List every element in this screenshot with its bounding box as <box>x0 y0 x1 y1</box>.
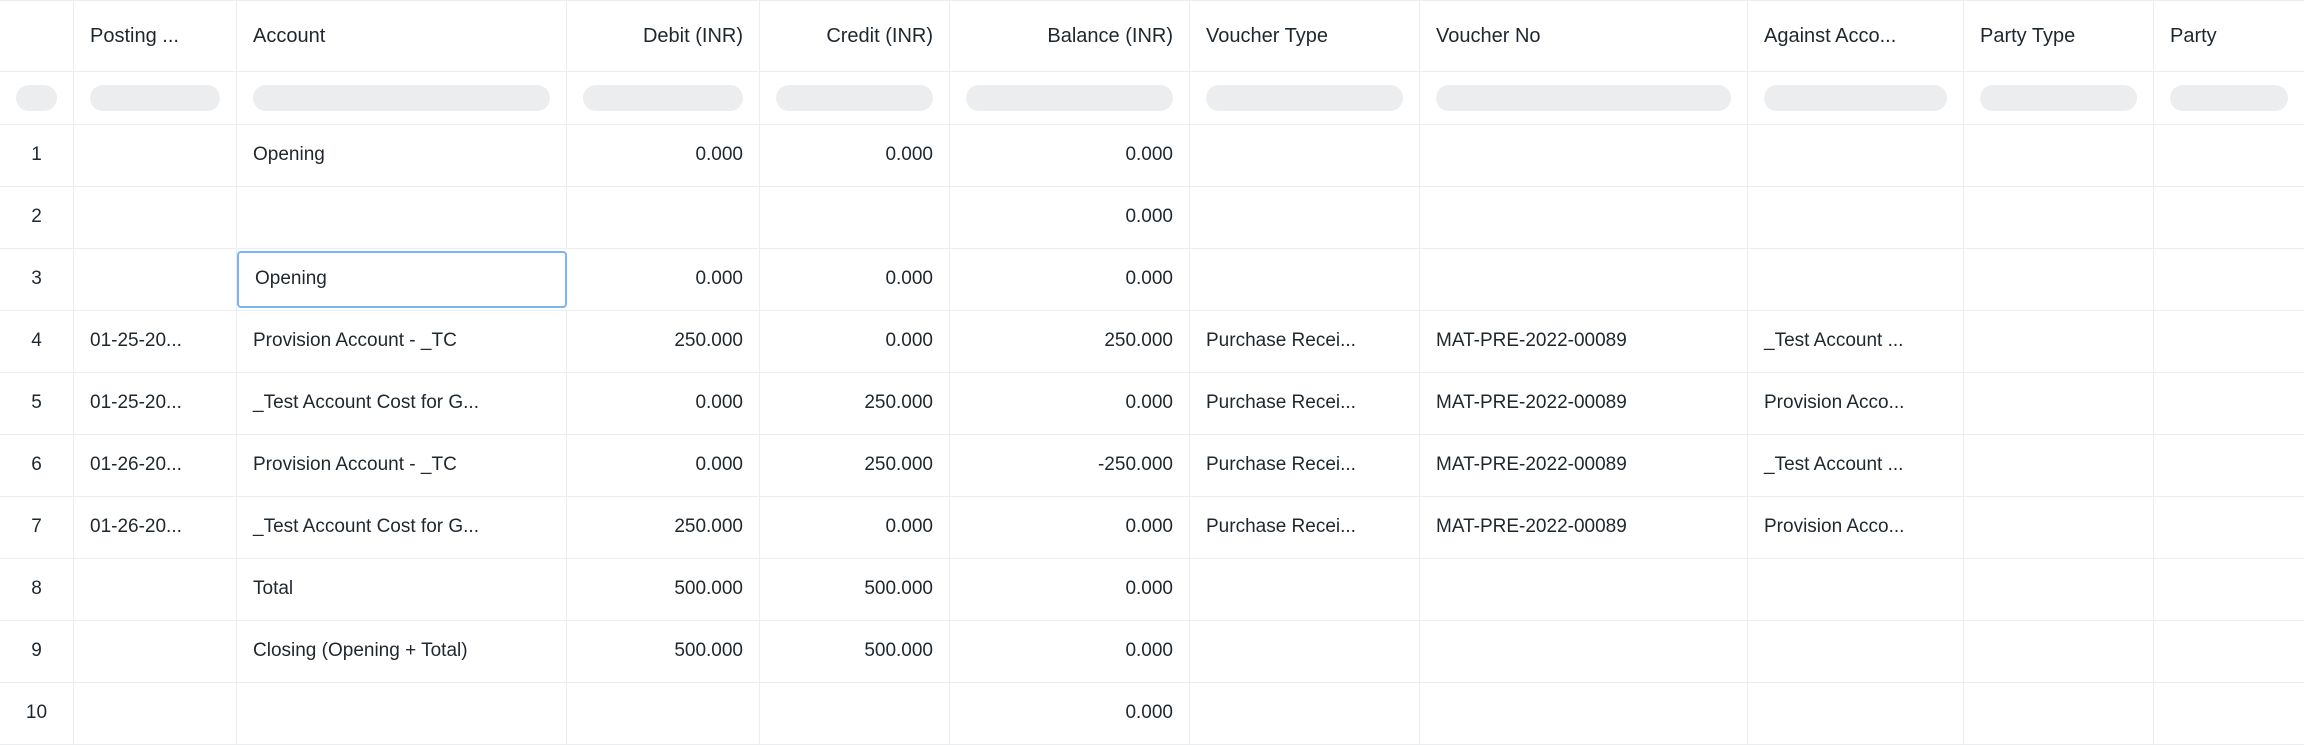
filter-cell-posting-date <box>74 72 237 124</box>
cell-credit[interactable] <box>760 187 950 248</box>
cell-party[interactable] <box>2154 559 2304 620</box>
cell-against-account[interactable]: _Test Account ... <box>1748 311 1964 372</box>
column-header-posting-date[interactable]: Posting ... <box>74 1 237 71</box>
column-header-voucher-type[interactable]: Voucher Type <box>1190 1 1420 71</box>
cell-against-account[interactable] <box>1748 621 1964 682</box>
row-index: 2 <box>0 187 74 248</box>
column-header-party-type[interactable]: Party Type <box>1964 1 2154 71</box>
cell-posting-date[interactable] <box>74 249 237 310</box>
cell-voucher-no[interactable]: MAT-PRE-2022-00089 <box>1420 311 1748 372</box>
row-index: 8 <box>0 559 74 620</box>
cell-voucher-no[interactable]: MAT-PRE-2022-00089 <box>1420 497 1748 558</box>
cell-against-account[interactable] <box>1748 125 1964 186</box>
cell-party[interactable] <box>2154 435 2304 496</box>
cell-party-type[interactable] <box>1964 497 2154 558</box>
cell-voucher-no[interactable] <box>1420 683 1748 744</box>
cell-posting-date[interactable] <box>74 187 237 248</box>
row-index: 3 <box>0 249 74 310</box>
cell-balance[interactable]: 0.000 <box>950 497 1190 558</box>
filter-cell-voucher-no <box>1420 72 1748 124</box>
table-header-row <box>0 1 2304 72</box>
cell-party[interactable] <box>2154 249 2304 310</box>
cell-credit[interactable]: 0.000 <box>760 125 950 186</box>
table-row[interactable] <box>0 559 2304 621</box>
cell-account[interactable]: Provision Account - _TC <box>237 435 567 496</box>
column-header-against-account[interactable]: Against Acco... <box>1748 1 1964 71</box>
filter-input-voucher-type[interactable] <box>1206 85 1403 111</box>
cell-voucher-no[interactable] <box>1420 249 1748 310</box>
cell-posting-date[interactable]: 01-25-20... <box>74 373 237 434</box>
cell-party[interactable] <box>2154 311 2304 372</box>
filter-input-index[interactable] <box>16 85 57 111</box>
cell-credit[interactable] <box>760 683 950 744</box>
cell-against-account[interactable] <box>1748 683 1964 744</box>
filter-cell-debit <box>567 72 760 124</box>
row-index: 4 <box>0 311 74 372</box>
cell-debit[interactable]: 500.000 <box>567 559 760 620</box>
cell-credit[interactable]: 0.000 <box>760 311 950 372</box>
cell-against-account[interactable]: _Test Account ... <box>1748 435 1964 496</box>
cell-credit[interactable]: 250.000 <box>760 435 950 496</box>
filter-input-party[interactable] <box>2170 85 2288 111</box>
filter-cell-party <box>2154 72 2304 124</box>
filter-input-balance[interactable] <box>966 85 1173 111</box>
column-header-account[interactable]: Account <box>237 1 567 71</box>
filter-cell-index <box>0 72 74 124</box>
table-row[interactable] <box>0 187 2304 249</box>
table-row[interactable] <box>0 435 2304 497</box>
cell-balance[interactable]: 0.000 <box>950 249 1190 310</box>
cell-balance[interactable]: -250.000 <box>950 435 1190 496</box>
cell-debit[interactable] <box>567 187 760 248</box>
cell-against-account[interactable]: Provision Acco... <box>1748 373 1964 434</box>
cell-balance[interactable]: 0.000 <box>950 187 1190 248</box>
cell-credit[interactable]: 250.000 <box>760 373 950 434</box>
cell-account[interactable] <box>237 187 567 248</box>
cell-account-selected[interactable]: Opening <box>237 251 567 308</box>
table-row[interactable] <box>0 373 2304 435</box>
cell-voucher-no[interactable]: MAT-PRE-2022-00089 <box>1420 435 1748 496</box>
cell-voucher-no[interactable] <box>1420 559 1748 620</box>
cell-credit[interactable]: 0.000 <box>760 497 950 558</box>
cell-posting-date[interactable] <box>74 559 237 620</box>
cell-account[interactable] <box>237 683 567 744</box>
cell-credit[interactable]: 0.000 <box>760 249 950 310</box>
cell-debit[interactable]: 500.000 <box>567 621 760 682</box>
cell-posting-date[interactable] <box>74 125 237 186</box>
cell-against-account[interactable]: Provision Acco... <box>1748 497 1964 558</box>
cell-party[interactable] <box>2154 373 2304 434</box>
filter-input-voucher-no[interactable] <box>1436 85 1731 111</box>
cell-party[interactable] <box>2154 187 2304 248</box>
cell-posting-date[interactable]: 01-26-20... <box>74 435 237 496</box>
cell-party[interactable] <box>2154 497 2304 558</box>
cell-voucher-no[interactable] <box>1420 187 1748 248</box>
filter-cell-balance <box>950 72 1190 124</box>
cell-voucher-type[interactable]: Purchase Recei... <box>1190 497 1420 558</box>
column-header-index[interactable] <box>0 1 74 71</box>
cell-credit[interactable]: 500.000 <box>760 559 950 620</box>
table-row[interactable] <box>0 497 2304 559</box>
cell-debit[interactable]: 0.000 <box>567 249 760 310</box>
cell-voucher-type[interactable] <box>1190 187 1420 248</box>
cell-account[interactable]: Provision Account - _TC <box>237 311 567 372</box>
cell-party-type[interactable] <box>1964 249 2154 310</box>
cell-account[interactable]: Closing (Opening + Total) <box>237 621 567 682</box>
cell-party-type[interactable] <box>1964 621 2154 682</box>
filter-cell-credit <box>760 72 950 124</box>
row-index: 10 <box>0 683 74 744</box>
cell-posting-date[interactable] <box>74 683 237 744</box>
cell-account[interactable]: _Test Account Cost for G... <box>237 373 567 434</box>
row-index: 6 <box>0 435 74 496</box>
cell-posting-date[interactable]: 01-26-20... <box>74 497 237 558</box>
cell-credit[interactable]: 500.000 <box>760 621 950 682</box>
cell-posting-date[interactable]: 01-25-20... <box>74 311 237 372</box>
cell-against-account[interactable] <box>1748 187 1964 248</box>
filter-cell-party-type <box>1964 72 2154 124</box>
table-row[interactable] <box>0 621 2304 683</box>
filter-cell-against-account <box>1748 72 1964 124</box>
cell-against-account[interactable] <box>1748 559 1964 620</box>
column-header-credit[interactable]: Credit (INR) <box>760 1 950 71</box>
column-header-debit[interactable]: Debit (INR) <box>567 1 760 71</box>
cell-posting-date[interactable] <box>74 621 237 682</box>
row-index: 9 <box>0 621 74 682</box>
filter-cell-voucher-type <box>1190 72 1420 124</box>
row-index: 1 <box>0 125 74 186</box>
cell-party-type[interactable] <box>1964 559 2154 620</box>
column-header-voucher-no[interactable]: Voucher No <box>1420 1 1748 71</box>
cell-debit[interactable] <box>567 683 760 744</box>
cell-voucher-type[interactable] <box>1190 559 1420 620</box>
row-index: 7 <box>0 497 74 558</box>
column-header-balance[interactable]: Balance (INR) <box>950 1 1190 71</box>
cell-balance[interactable]: 0.000 <box>950 559 1190 620</box>
cell-party-type[interactable] <box>1964 125 2154 186</box>
cell-balance[interactable]: 0.000 <box>950 683 1190 744</box>
cell-debit[interactable]: 250.000 <box>567 497 760 558</box>
cell-balance[interactable]: 250.000 <box>950 311 1190 372</box>
cell-voucher-no[interactable] <box>1420 621 1748 682</box>
cell-party-type[interactable] <box>1964 187 2154 248</box>
cell-debit[interactable]: 250.000 <box>567 311 760 372</box>
cell-balance[interactable]: 0.000 <box>950 125 1190 186</box>
cell-debit[interactable]: 0.000 <box>567 373 760 434</box>
cell-balance[interactable]: 0.000 <box>950 373 1190 434</box>
cell-party-type[interactable] <box>1964 373 2154 434</box>
cell-voucher-type[interactable] <box>1190 125 1420 186</box>
cell-voucher-type[interactable] <box>1190 683 1420 744</box>
filter-input-posting-date[interactable] <box>90 85 220 111</box>
table-row[interactable] <box>0 311 2304 373</box>
cell-debit[interactable]: 0.000 <box>567 435 760 496</box>
row-index: 5 <box>0 373 74 434</box>
table-row[interactable] <box>0 125 2304 187</box>
cell-party-type[interactable] <box>1964 311 2154 372</box>
table-filter-row[interactable] <box>0 72 2304 125</box>
cell-voucher-no[interactable]: MAT-PRE-2022-00089 <box>1420 373 1748 434</box>
cell-voucher-type[interactable]: Purchase Recei... <box>1190 435 1420 496</box>
cell-party-type[interactable] <box>1964 435 2154 496</box>
cell-against-account[interactable] <box>1748 249 1964 310</box>
cell-debit[interactable]: 0.000 <box>567 125 760 186</box>
cell-party-type[interactable] <box>1964 683 2154 744</box>
filter-input-against-account[interactable] <box>1764 85 1947 111</box>
cell-party[interactable] <box>2154 683 2304 744</box>
cell-party[interactable] <box>2154 125 2304 186</box>
cell-voucher-type[interactable]: Purchase Recei... <box>1190 311 1420 372</box>
table-row[interactable] <box>0 683 2304 745</box>
filter-input-debit[interactable] <box>583 85 743 111</box>
filter-input-account[interactable] <box>253 85 550 111</box>
cell-voucher-no[interactable] <box>1420 125 1748 186</box>
table-row[interactable] <box>0 249 2304 311</box>
cell-voucher-type[interactable] <box>1190 621 1420 682</box>
filter-input-credit[interactable] <box>776 85 933 111</box>
cell-voucher-type[interactable] <box>1190 249 1420 310</box>
cell-account[interactable]: _Test Account Cost for G... <box>237 497 567 558</box>
filter-input-party-type[interactable] <box>1980 85 2137 111</box>
filter-cell-account <box>237 72 567 124</box>
cell-account[interactable]: Total <box>237 559 567 620</box>
cell-account[interactable]: Opening <box>237 125 567 186</box>
cell-voucher-type[interactable]: Purchase Recei... <box>1190 373 1420 434</box>
cell-party[interactable] <box>2154 621 2304 682</box>
cell-balance[interactable]: 0.000 <box>950 621 1190 682</box>
column-header-party[interactable]: Party <box>2170 25 2217 47</box>
